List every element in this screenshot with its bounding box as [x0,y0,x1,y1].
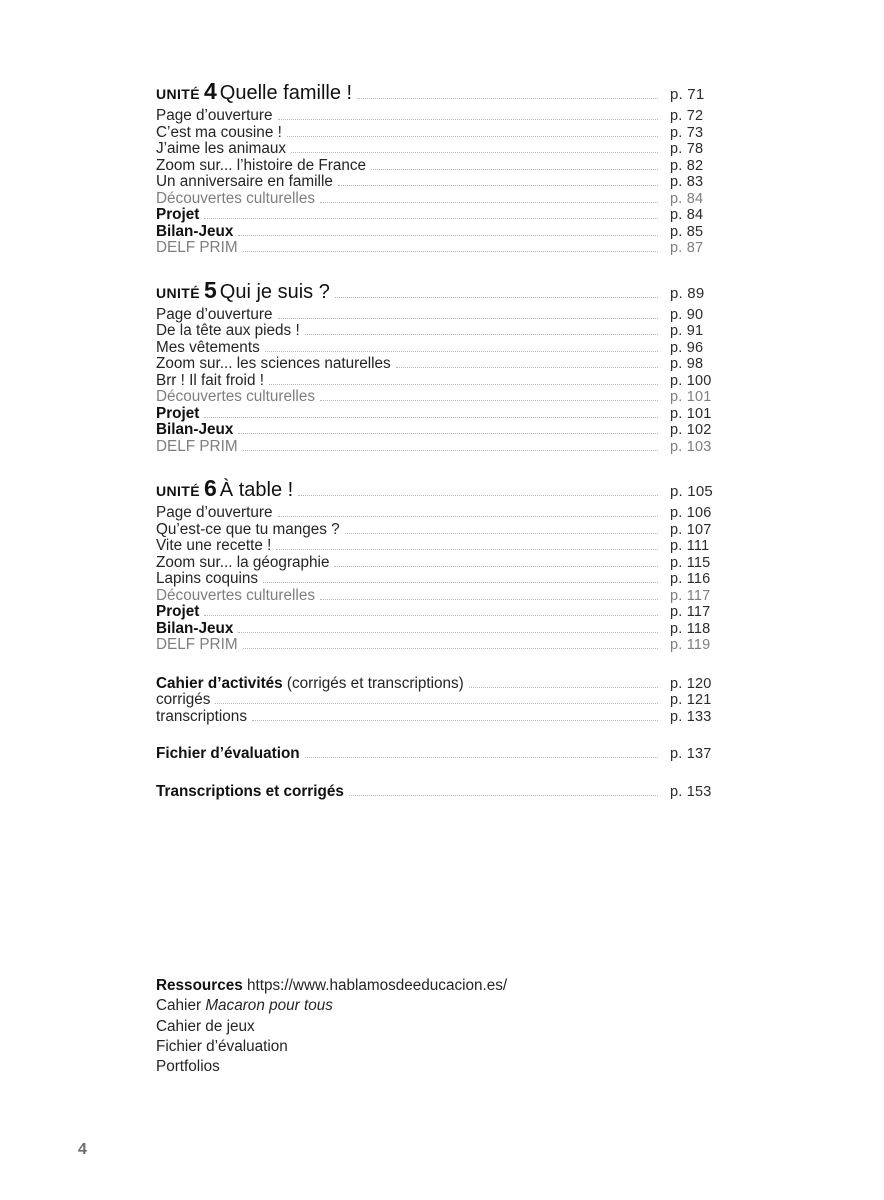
toc-entry-row[interactable] [156,125,726,141]
unit-kicker: UNITÉ [156,86,200,102]
dot-leader [278,119,658,120]
dot-leader [204,218,658,219]
unit-page-number: p. 71 [670,86,705,103]
backmatter-label-suffix: (corrigés et transcriptions) [282,674,464,692]
unit-heading-label [156,276,335,303]
toc-entry-label: Un anniversaire en famille [156,173,333,190]
toc-entry-page-number: p. 111 [670,538,710,554]
backmatter-page-number: p. 153 [670,783,712,800]
ressources-label: Ressources [156,977,243,994]
toc-entry-label: Découvertes culturelles [156,388,315,405]
toc-entry-label: Mes vêtements [156,338,260,356]
dot-leader [252,720,658,721]
dot-leader [243,450,658,451]
dot-leader [243,648,658,649]
toc-entry-row[interactable] [156,356,726,372]
dot-leader [276,549,658,550]
toc-entry-page-number: p. 115 [670,554,711,571]
backmatter-label-main: transcriptions [156,707,247,725]
toc-entry-label: Vite une recette ! [156,537,272,554]
dot-leader [265,351,658,352]
toc-entry-label: Brr ! Il fait froid ! [156,371,264,389]
toc-entry-page-number: p. 72 [670,108,704,124]
toc-entry-label: C’est ma cousine ! [156,123,282,141]
dot-leader [357,98,658,99]
ressources-item [156,1017,716,1037]
dot-leader [371,169,658,170]
toc-entry-label: Projet [156,603,200,620]
backmatter-label [156,784,349,799]
backmatter-row[interactable] [156,784,726,800]
toc-entry-page-number: p. 117 [670,604,711,620]
toc-entry-page-number: p. 101 [670,389,712,405]
toc-entry-page-number: p. 78 [670,141,704,157]
dot-leader [204,417,658,418]
backmatter-row[interactable] [156,676,726,692]
unit-kicker: UNITÉ [156,284,200,301]
dot-leader [238,235,658,236]
toc-entry-page-number: p. 84 [670,190,704,207]
backmatter-row[interactable] [156,692,726,708]
page-number: 4 [78,1141,87,1158]
toc-entry-row[interactable] [156,373,726,389]
backmatter-group [156,784,726,800]
backmatter-row[interactable] [156,709,726,725]
ressources-item [156,1057,716,1077]
backmatter-label [156,676,469,691]
toc-entry-row[interactable] [156,637,726,653]
toc-entry-label: Bilan-Jeux [156,222,234,240]
toc-entry-page-number: p. 85 [670,223,704,240]
backmatter-group [156,676,726,725]
dot-leader [349,795,658,796]
toc-entry-label: Qu’est-ce que tu manges ? [156,520,340,538]
toc-entry-page-number: p. 96 [670,339,704,356]
toc-entry-page-number: p. 107 [670,521,712,538]
toc-entry-page-number: p. 106 [670,505,712,521]
toc-entry-row[interactable] [156,588,726,604]
toc-entry-row[interactable] [156,406,726,422]
toc-entry-row[interactable] [156,158,726,174]
toc-entry-row[interactable] [156,555,726,571]
toc-entry-row[interactable] [156,340,726,356]
toc-entry-label: DELF PRIM [156,239,238,256]
toc-entry-page-number: p. 73 [670,124,704,141]
backmatter-label-main: Cahier d’activités [156,674,283,692]
toc-entry-row[interactable] [156,389,726,405]
toc-entry-row[interactable] [156,141,726,157]
backmatter-label [156,709,252,724]
toc-entry-row[interactable] [156,207,726,223]
backmatter-label-main: corrigés [156,691,211,708]
ressources-item-title: Macaron pour tous [205,997,333,1015]
toc-entry-label: DELF PRIM [156,636,238,653]
toc-entry-label: Page d’ouverture [156,504,273,521]
backmatter-label-main: Fichier d’évaluation [156,745,300,762]
toc-entry-row[interactable] [156,422,726,438]
ressources-item [156,1037,716,1057]
unit-heading-row[interactable] [156,80,726,103]
dot-leader [338,185,658,186]
backmatter-page-number: p. 121 [670,692,712,708]
toc-content [156,80,726,821]
toc-entry-label: Zoom sur... l’histoire de France [156,156,366,174]
unit-title: À table ! [219,479,294,501]
unit-heading-label [156,80,357,103]
toc-entry-row[interactable] [156,439,726,455]
toc-entry-label: Zoom sur... la géographie [156,553,330,571]
dot-leader [469,687,658,688]
dot-leader [305,334,658,335]
dot-leader [263,582,658,583]
toc-entry-row[interactable] [156,108,726,124]
toc-entry-row[interactable] [156,538,726,554]
units-container [156,80,726,653]
toc-entry-row[interactable] [156,191,726,207]
dot-leader [320,400,658,401]
toc-entry-row[interactable] [156,240,726,256]
unit-title: Qui je suis ? [219,280,330,303]
toc-entry-label: Découvertes culturelles [156,189,315,207]
dot-leader [305,757,658,758]
dot-leader [278,516,658,517]
toc-entry-page-number: p. 90 [670,306,704,323]
toc-entry-page-number: p. 101 [670,405,712,422]
toc-entry-page-number: p. 87 [670,240,704,256]
toc-entry-label: De la tête aux pieds ! [156,322,300,339]
ressources-item-text: Cahier [156,997,206,1015]
toc-entry-page-number: p. 100 [670,372,712,389]
dot-leader [320,202,658,203]
backmatter-page-number: p. 133 [670,708,712,725]
ressources-items [156,996,716,1077]
unit-block [156,276,726,455]
toc-entry-row[interactable] [156,323,726,339]
backmatter-label [156,692,215,707]
dot-leader [238,632,658,633]
toc-entry-label: Projet [156,404,200,422]
unit-block [156,477,726,653]
unit-heading-row[interactable] [156,276,726,303]
toc-entry-page-number: p. 116 [670,571,711,587]
unit-heading-row[interactable] [156,477,726,500]
toc-entry-row[interactable] [156,174,726,190]
dot-leader [287,136,658,137]
unit-number: 5 [204,276,217,303]
dot-leader [278,318,658,319]
toc-entry-label: Lapins coquins [156,570,259,587]
dot-leader [396,367,658,368]
toc-entry-label: Bilan-Jeux [156,619,234,637]
toc-entry-label: J’aime les animaux [156,140,287,157]
toc-entry-page-number: p. 82 [670,157,704,174]
toc-entry-page-number: p. 117 [670,587,711,604]
toc-entry-row[interactable] [156,604,726,620]
backmatter-label [156,746,305,761]
toc-entry-page-number: p. 102 [670,422,712,438]
toc-entry-label: Page d’ouverture [156,107,273,124]
dot-leader [335,297,658,298]
backmatter-container [156,676,726,800]
dot-leader [215,703,658,704]
unit-heading-label [156,477,298,500]
toc-entry-row[interactable] [156,522,726,538]
backmatter-group [156,746,726,762]
dot-leader [320,599,658,600]
dot-leader [291,152,658,153]
dot-leader [243,251,658,252]
toc-entry-page-number: p. 118 [670,620,711,637]
unit-number: 4 [204,78,217,104]
dot-leader [334,566,658,567]
ressources-url[interactable]: https://www.hablamosdeeducacion.es/ [246,977,508,994]
toc-entry-label: Zoom sur... les sciences naturelles [156,355,391,372]
ressources-item-text: Cahier de jeux [156,1017,255,1035]
ressources-item [156,996,716,1016]
toc-entry-row[interactable] [156,621,726,637]
toc-entry-page-number: p. 103 [670,438,712,455]
unit-page-number: p. 89 [670,284,705,302]
unit-block [156,80,726,256]
toc-entry-page-number: p. 98 [670,356,704,372]
toc-entry-row[interactable] [156,505,726,521]
unit-title: Quelle famille ! [219,82,353,104]
toc-entry-page-number: p. 84 [670,207,704,223]
backmatter-label-main: Transcriptions et corrigés [156,782,344,800]
unit-page-number: p. 105 [670,483,713,500]
dot-leader [238,433,658,434]
ressources-block [156,976,716,1078]
toc-entry-page-number: p. 83 [670,174,704,190]
backmatter-page-number: p. 120 [670,675,712,692]
unit-kicker: UNITÉ [156,483,200,499]
toc-entry-label: Page d’ouverture [156,305,273,323]
dot-leader [345,533,658,534]
dot-leader [298,495,658,496]
toc-entry-label: Découvertes culturelles [156,586,315,604]
toc-entry-row[interactable] [156,307,726,323]
ressources-item-text: Portfolios [156,1058,220,1076]
toc-entry-page-number: p. 91 [670,323,704,339]
dot-leader [204,615,658,616]
ressources-heading-line [156,976,716,996]
toc-entry-row[interactable] [156,224,726,240]
backmatter-row[interactable] [156,746,726,762]
toc-entry-page-number: p. 119 [670,637,711,653]
dot-leader [269,384,658,385]
ressources-item-text: Fichier d’évaluation [156,1038,288,1056]
toc-entry-row[interactable] [156,571,726,587]
toc-entry-label: Projet [156,206,200,223]
toc-entry-label: DELF PRIM [156,437,238,455]
backmatter-page-number: p. 137 [670,746,712,762]
unit-number: 6 [204,475,217,501]
toc-entry-label: Bilan-Jeux [156,421,234,438]
